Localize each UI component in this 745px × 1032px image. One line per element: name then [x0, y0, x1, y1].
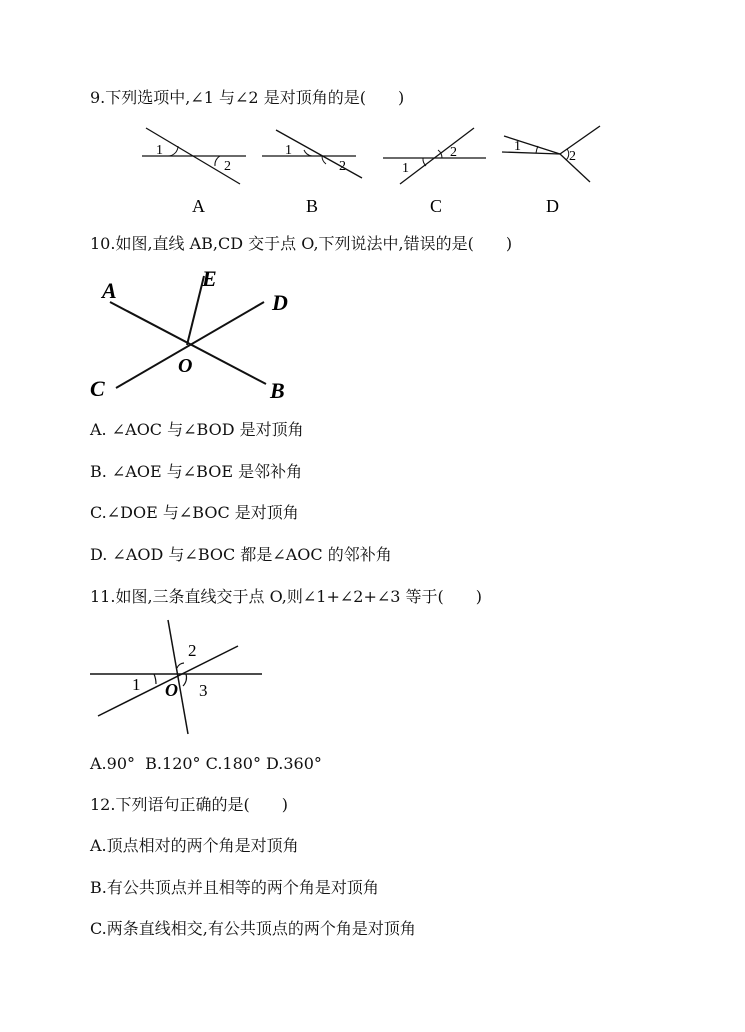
q9-b-angle2-label: 2 [339, 159, 346, 174]
q9-figures [140, 124, 620, 224]
q12-stem: 12.下列语句正确的是( ) [90, 795, 288, 814]
q9-figure-d [502, 126, 600, 216]
q12-option-c: C.两条直线相交,有公共顶点的两个角是对顶角 [90, 919, 416, 938]
q10-point-c: C [90, 376, 105, 401]
q9-figure-a [142, 128, 246, 216]
q9-option-b-label: B [306, 196, 319, 216]
q9-a-angle2-label: 2 [224, 159, 231, 174]
q11-angle2-label: 2 [188, 641, 197, 660]
q9-c-angle2-label: 2 [450, 145, 457, 160]
q11-stem: 11.如图,三条直线交于点 O,则∠1+∠2+∠3 等于( ) [90, 587, 483, 606]
q9-a-angle1-label: 1 [156, 143, 163, 158]
q12-option-a: A.顶点相对的两个角是对顶角 [90, 836, 299, 855]
q10-point-o: O [178, 355, 193, 377]
q10-point-e: E [202, 266, 217, 291]
q10-point-d: D [272, 290, 288, 315]
q9-option-a-label: A [192, 196, 205, 216]
q9-option-c-label: C [430, 196, 443, 216]
q9-c-angle1-label: 1 [402, 161, 409, 176]
q11-figure [90, 618, 270, 738]
q10-option-a: A. ∠AOC 与∠BOD 是对顶角 [90, 420, 304, 439]
q9-option-d-label: D [546, 196, 559, 216]
q10-stem: 10.如图,直线 AB,CD 交于点 O,下列说法中,错误的是( ) [90, 234, 513, 253]
q9-d-angle1-label: 1 [514, 139, 521, 154]
q11-angle3-label: 3 [199, 681, 208, 700]
q11-angle1-label: 1 [132, 675, 141, 694]
q10-option-b: B. ∠AOE 与∠BOE 是邻补角 [90, 462, 303, 481]
q9-stem: 9.下列选项中,∠1 与∠2 是对顶角的是( ) [90, 88, 405, 107]
q10-point-a: A [102, 278, 117, 303]
q11-point-o: O [165, 680, 178, 700]
q10-figure [90, 266, 310, 406]
q10-option-d: D. ∠AOD 与∠BOC 都是∠AOC 的邻补角 [90, 545, 392, 564]
q9-d-angle2-label: 2 [569, 149, 576, 164]
q9-figure-c [383, 128, 486, 216]
q12-option-b: B.有公共顶点并且相等的两个角是对顶角 [90, 878, 379, 897]
q9-b-angle1-label: 1 [285, 143, 292, 158]
q10-option-c: C.∠DOE 与∠BOC 是对顶角 [90, 503, 299, 522]
q11-options: A.90° B.120° C.180° D.360° [90, 754, 322, 773]
q9-figure-b [262, 130, 362, 216]
q10-point-b: B [270, 378, 285, 403]
